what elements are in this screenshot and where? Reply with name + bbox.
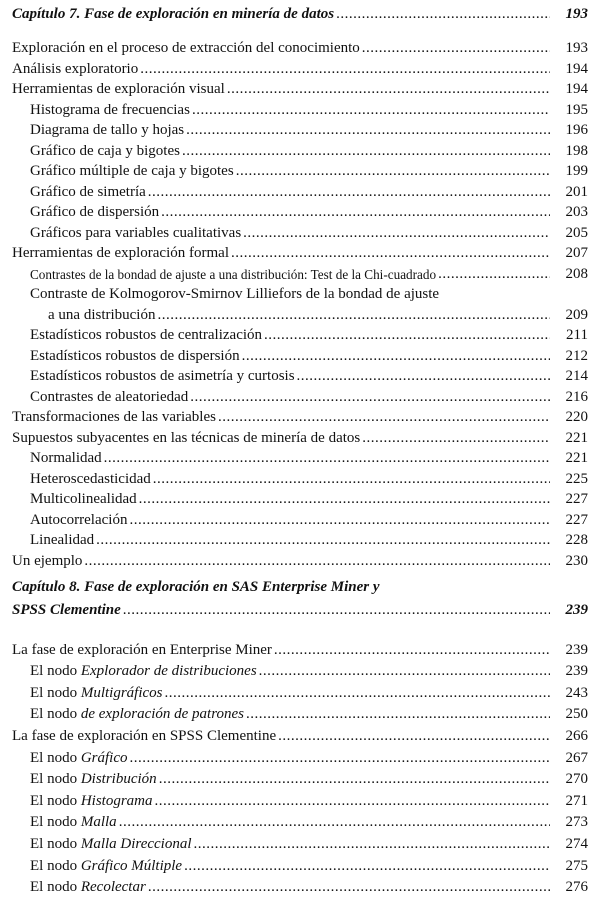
dot-leader xyxy=(194,835,550,854)
dot-leader xyxy=(264,326,550,345)
dot-leader xyxy=(161,203,550,222)
dot-leader xyxy=(148,878,550,897)
toc-entry[interactable] xyxy=(12,854,588,876)
toc-entry-page: 227 xyxy=(565,491,588,507)
toc-entry[interactable] xyxy=(12,284,588,305)
dot-leader xyxy=(130,749,550,768)
toc-entry-prefix: El xyxy=(30,663,48,680)
chapter-7-title-row xyxy=(12,3,588,24)
chapter-7-page: 193 xyxy=(565,5,588,22)
dot-leader xyxy=(123,601,550,620)
toc-entry-page: 271 xyxy=(565,792,588,809)
toc-entry[interactable] xyxy=(12,325,588,346)
dot-leader xyxy=(84,552,550,571)
toc-entry-page: 216 xyxy=(565,388,588,405)
toc-entry-page: 212 xyxy=(565,347,588,364)
dot-leader xyxy=(153,470,550,489)
toc-entry-label: Herramientas de exploración formal xyxy=(12,245,229,261)
toc-entry-node-name: Gráfico Múltiple xyxy=(77,857,183,874)
toc-entry[interactable] xyxy=(12,222,588,243)
toc-entry-label: Linealidad xyxy=(30,532,95,548)
toc-entry-label: Gráfico múltiple de caja y bigotes xyxy=(30,163,234,179)
toc-entry-page: 274 xyxy=(565,835,588,852)
toc-entry-label: Herramientas de exploración visual xyxy=(12,81,225,97)
dot-leader xyxy=(159,770,550,789)
toc-entry-label: a una distribución xyxy=(48,306,156,323)
dot-leader xyxy=(182,142,550,161)
toc-entry[interactable] xyxy=(12,202,588,223)
toc-entry-label xyxy=(30,835,192,854)
toc-entry-label: Estadísticos robustos de asimetría y curtosis xyxy=(30,368,295,384)
toc-entry-label: Autocorrelación xyxy=(30,511,128,528)
toc-entry[interactable] xyxy=(12,489,588,510)
toc-entry-label: Gráfico de caja y bigotes xyxy=(30,142,180,159)
dot-leader xyxy=(438,265,550,284)
toc-entry-page: 276 xyxy=(565,879,588,896)
toc-entry[interactable] xyxy=(12,468,588,489)
dot-leader xyxy=(243,224,550,243)
toc-entry-label xyxy=(30,770,157,789)
toc-entry-page: 273 xyxy=(565,814,588,831)
toc-entry-page: 208 xyxy=(565,265,588,282)
toc-entry-prefix: El xyxy=(30,835,48,852)
toc-entry-prefix: La fase de exploración en SPSS Clementine xyxy=(12,727,277,744)
toc-entry-node-word: nodo xyxy=(47,663,78,680)
toc-entry[interactable] xyxy=(12,509,588,530)
toc-entry-prefix: El xyxy=(30,814,48,831)
dot-leader xyxy=(186,121,550,140)
toc-entry[interactable] xyxy=(12,263,588,284)
dot-leader xyxy=(362,39,550,58)
toc-entry-label: Heteroscedasticidad xyxy=(30,470,151,487)
toc-entry-label xyxy=(30,878,146,897)
toc-entry-node-word: nodo xyxy=(47,706,78,723)
toc-entry-prefix: El xyxy=(30,771,48,788)
toc-entry[interactable] xyxy=(12,660,588,682)
dot-leader xyxy=(274,641,550,660)
toc-entry-label xyxy=(30,684,163,703)
dot-leader xyxy=(104,449,550,468)
dot-leader xyxy=(148,183,550,202)
toc-entry-page: 203 xyxy=(565,204,588,220)
toc-entry[interactable] xyxy=(12,703,588,725)
dot-leader xyxy=(242,347,550,366)
chapter-8-title-line2: SPSS Clementine xyxy=(12,602,121,618)
toc-entry[interactable] xyxy=(12,876,588,897)
toc-entry-page: 205 xyxy=(565,224,588,241)
toc-entry[interactable] xyxy=(12,407,588,428)
toc-entry-page: 221 xyxy=(565,450,588,466)
dot-leader xyxy=(336,5,550,24)
toc-entry[interactable] xyxy=(12,140,588,161)
toc-entry-page: 225 xyxy=(565,470,588,487)
toc-entry[interactable] xyxy=(12,120,588,141)
toc-entry[interactable] xyxy=(12,58,588,79)
toc-entry-page: 239 xyxy=(565,641,588,658)
toc-entry-label xyxy=(30,792,153,811)
toc-entry-prefix: La fase de exploración en Enterprise Miner xyxy=(12,641,272,658)
dot-leader xyxy=(139,490,550,509)
toc-entry-node-name: de exploración de patrones xyxy=(77,706,244,723)
toc-entry[interactable] xyxy=(12,811,588,833)
toc-entry-node-word: nodo xyxy=(47,814,78,831)
toc-entry-node-name: Gráfico xyxy=(77,749,128,766)
chapter-7-entries xyxy=(12,38,588,571)
toc-entry[interactable] xyxy=(12,79,588,100)
dot-leader xyxy=(218,408,550,427)
toc-entry-label: Gráfico de simetría xyxy=(30,183,146,200)
toc-entry-label: Supuestos subyacentes en las técnicas de minería de datos xyxy=(12,429,361,446)
toc-entry-label: Análisis exploratorio xyxy=(12,60,139,77)
dot-leader xyxy=(231,244,550,263)
toc-entry[interactable] xyxy=(12,161,588,182)
dot-leader xyxy=(96,531,550,550)
toc-entry-label: Un ejemplo xyxy=(12,552,83,569)
toc-entry-page: 198 xyxy=(565,142,588,159)
toc-entry[interactable] xyxy=(12,427,588,448)
toc-entry-node-name: Histograma xyxy=(77,792,153,809)
toc-entry-page: 209 xyxy=(565,306,588,323)
toc-entry-prefix: El xyxy=(30,857,48,874)
toc-entry-page: 239 xyxy=(565,663,588,680)
toc-entry-node-name: Recolectar xyxy=(77,879,146,896)
toc-entry-page: 220 xyxy=(565,409,588,425)
toc-entry-label: Contrastes de aleatoriedad xyxy=(30,388,189,405)
toc-entry[interactable] xyxy=(12,768,588,790)
chapter-8-section xyxy=(12,578,588,897)
toc-entry-label: Gráficos para variables cualitativas xyxy=(30,224,242,241)
dot-leader xyxy=(278,727,550,746)
toc-entry-label: Normalidad xyxy=(30,450,102,466)
toc-entry-page: 275 xyxy=(565,857,588,874)
toc-entry-label: Exploración en el proceso de extracción del conocimiento xyxy=(12,40,360,56)
toc-entry[interactable] xyxy=(12,304,588,325)
toc-entry-page: 195 xyxy=(565,101,588,118)
toc-entry-label xyxy=(30,705,244,724)
toc-entry-node-name: Explorador de distribuciones xyxy=(77,663,257,680)
dot-leader xyxy=(362,429,550,448)
toc-entry-page: 193 xyxy=(565,40,588,56)
toc-entry-node-name: Distribución xyxy=(77,771,157,788)
toc-entry[interactable] xyxy=(12,243,588,264)
toc-entry-label: Estadísticos robustos de centralización xyxy=(30,327,263,343)
toc-entry-page: 194 xyxy=(565,60,588,77)
toc-entry[interactable] xyxy=(12,530,588,551)
toc-entry-page: 270 xyxy=(565,771,588,788)
chapter-8-title-row xyxy=(12,599,588,620)
toc-entry-prefix: El xyxy=(30,684,48,701)
toc-entry-node-word: nodo xyxy=(47,857,78,874)
toc-entry-label: Transformaciones de las variables xyxy=(12,409,216,425)
toc-entry-prefix: El xyxy=(30,706,48,723)
toc-entry[interactable] xyxy=(12,99,588,120)
toc-entry-page: 221 xyxy=(565,429,588,446)
chapter-7-title: Capítulo 7. Fase de exploración en minería de datos xyxy=(12,5,335,22)
toc-entry[interactable] xyxy=(12,550,588,571)
dot-leader xyxy=(297,367,550,386)
dot-leader xyxy=(192,101,550,120)
toc-entry[interactable] xyxy=(12,832,588,854)
toc-entry-node-word: nodo xyxy=(47,749,78,766)
toc-entry-page: 266 xyxy=(565,727,588,744)
toc-entry[interactable] xyxy=(12,386,588,407)
dot-leader xyxy=(227,80,550,99)
toc-entry-page: 214 xyxy=(565,368,588,384)
toc-entry-label: Multicolinealidad xyxy=(30,491,137,507)
dot-leader xyxy=(259,662,550,681)
toc-entry[interactable] xyxy=(12,345,588,366)
dot-leader xyxy=(236,162,550,181)
dot-leader xyxy=(155,792,550,811)
chapter-8-title-line1: Capítulo 8. Fase de exploración en SAS Enterprise Miner y xyxy=(12,579,380,595)
dot-leader xyxy=(157,306,550,325)
chapter-8-page: 239 xyxy=(565,602,588,618)
dot-leader xyxy=(140,60,550,79)
toc-entry[interactable] xyxy=(12,181,588,202)
toc-entry-label xyxy=(30,857,182,876)
toc-entry-page: 230 xyxy=(565,552,588,569)
dot-leader xyxy=(184,857,550,876)
toc-entry-node-name: Malla Direccional xyxy=(77,835,192,852)
toc-entry-label: Contraste de Kolmogorov-Smirnov Lilliefors de la bondad de ajuste xyxy=(30,286,440,302)
toc-entry-page: 267 xyxy=(565,749,588,766)
toc-entry-node-name: Multigráficos xyxy=(77,684,163,701)
toc-entry-page: 207 xyxy=(565,245,588,261)
toc-entry[interactable] xyxy=(12,681,588,703)
toc-entry-node-name: Malla xyxy=(77,814,117,831)
toc-entry-node-word: nodo xyxy=(47,835,78,852)
toc-entry-page: 201 xyxy=(565,183,588,200)
chapter-8-entries xyxy=(12,638,588,897)
toc-entry-prefix: El xyxy=(30,792,48,809)
dot-leader xyxy=(119,813,550,832)
toc-entry-label: Histograma de frecuencias xyxy=(30,101,190,118)
toc-entry-label: Gráfico de dispersión xyxy=(30,204,160,220)
toc-entry-label: Contrastes de la bondad de ajuste a una distribución: Test de la Chi-cuadrado xyxy=(30,266,437,282)
toc-entry-label xyxy=(30,662,257,681)
toc-entry-label: Diagrama de tallo y hojas xyxy=(30,122,185,138)
toc-entry-page: 228 xyxy=(565,532,588,548)
toc-entry[interactable] xyxy=(12,638,588,660)
toc-entry-node-word: nodo xyxy=(47,792,78,809)
toc-entry-node-word: nodo xyxy=(47,771,78,788)
toc-entry-page: 227 xyxy=(565,511,588,528)
toc-entry-label xyxy=(12,727,276,746)
toc-entry-page: 243 xyxy=(565,684,588,701)
dot-leader xyxy=(190,388,550,407)
toc-entry-label: Estadísticos robustos de dispersión xyxy=(30,347,240,364)
toc-entry-page: 194 xyxy=(565,81,588,97)
toc-entry[interactable] xyxy=(12,38,588,59)
toc-entry[interactable] xyxy=(12,746,588,768)
toc-entry[interactable] xyxy=(12,448,588,469)
toc-entry-page: 196 xyxy=(565,122,588,138)
toc-entry-prefix: El xyxy=(30,749,48,766)
dot-leader xyxy=(246,705,550,724)
toc-entry[interactable] xyxy=(12,366,588,387)
toc-entry-page: 199 xyxy=(565,163,588,179)
toc-entry-label xyxy=(12,641,272,660)
toc-entry-label xyxy=(30,749,128,768)
dot-leader xyxy=(165,684,550,703)
toc-entry[interactable] xyxy=(12,724,588,746)
toc-entry-page: 250 xyxy=(565,706,588,723)
toc-entry-node-word: nodo xyxy=(47,684,78,701)
dot-leader xyxy=(129,511,550,530)
toc-entry[interactable] xyxy=(12,789,588,811)
toc-entry-node-word: nodo xyxy=(47,879,78,896)
toc-entry-page: 211 xyxy=(566,327,588,343)
toc-entry-label xyxy=(30,813,117,832)
toc-entry-prefix: El xyxy=(30,879,48,896)
chapter-7-section xyxy=(12,3,588,571)
